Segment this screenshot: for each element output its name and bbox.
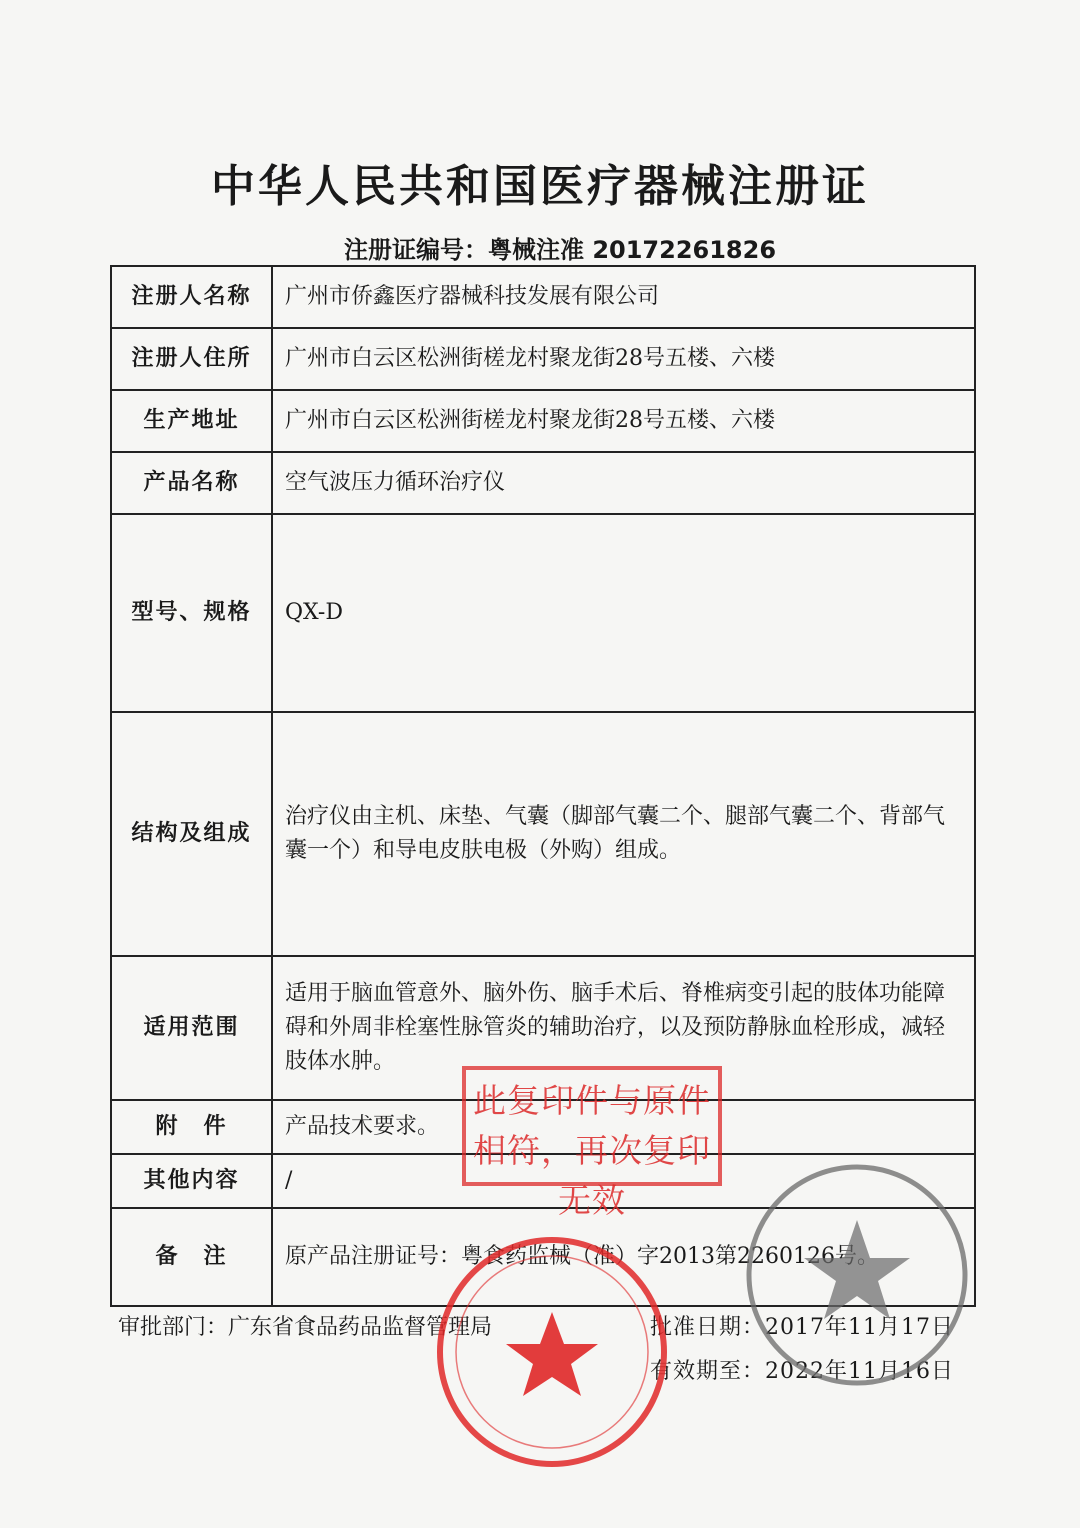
row-label: 结构及组成	[111, 712, 272, 956]
scope-value: 适用于脑血管意外、脑外伤、脑手术后、脊椎病变引起的肢体功能障碍和外周非栓塞性脉管炎的辅助治疗，以及预防静脉血栓形成，减轻肢体水肿。	[272, 956, 975, 1100]
table-row	[111, 390, 975, 452]
row-label: 注册人住所	[111, 328, 272, 390]
registration-number: 注册证编号：粤械注准 20172261826	[343, 236, 777, 264]
production-address-value: 广州市白云区松洲街槎龙村聚龙街28号五楼、六楼	[272, 390, 975, 452]
approval-date: 批准日期：2017年11月17日	[650, 1315, 954, 1340]
row-label: 型号、规格	[111, 514, 272, 712]
table-row	[111, 452, 975, 514]
row-label: 备 注	[111, 1208, 272, 1306]
other-content-value: /	[272, 1154, 975, 1208]
approval-department: 审批部门：广东省食品药品监督管理局	[118, 1315, 493, 1340]
page-title: 中华人民共和国医疗器械注册证	[211, 161, 869, 212]
remarks-value: 原产品注册证号：粤食药监械（准）字2013第2260126号。	[272, 1208, 975, 1306]
company-seal	[432, 1232, 672, 1472]
star-icon	[506, 1312, 598, 1396]
registrant-name-value: 广州市侨鑫医疗器械科技发展有限公司	[272, 266, 975, 328]
table-row	[111, 266, 975, 328]
row-label: 附 件	[111, 1100, 272, 1154]
attachment-value: 产品技术要求。	[272, 1100, 975, 1154]
registrant-address-value: 广州市白云区松洲街槎龙村聚龙街28号五楼、六楼	[272, 328, 975, 390]
row-label: 注册人名称	[111, 266, 272, 328]
structure-value: 治疗仪由主机、床垫、气囊（脚部气囊二个、腿部气囊二个、背部气囊一个）和导电皮肤电极（外购）组成。	[272, 712, 975, 956]
row-label: 生产地址	[111, 390, 272, 452]
row-label: 产品名称	[111, 452, 272, 514]
row-label: 适用范围	[111, 956, 272, 1100]
valid-until: 有效期至：2022年11月16日	[650, 1359, 954, 1384]
table-row	[111, 514, 975, 712]
copy-verification-stamp: 此复印件与原件相符，再次复印无效	[462, 1066, 722, 1186]
agency-seal	[742, 1160, 972, 1390]
product-name-value: 空气波压力循环治疗仪	[272, 452, 975, 514]
table-row	[111, 328, 975, 390]
table-row	[111, 712, 975, 956]
row-label: 其他内容	[111, 1154, 272, 1208]
model-spec-value: QX-D	[272, 514, 975, 712]
star-icon	[804, 1220, 910, 1319]
